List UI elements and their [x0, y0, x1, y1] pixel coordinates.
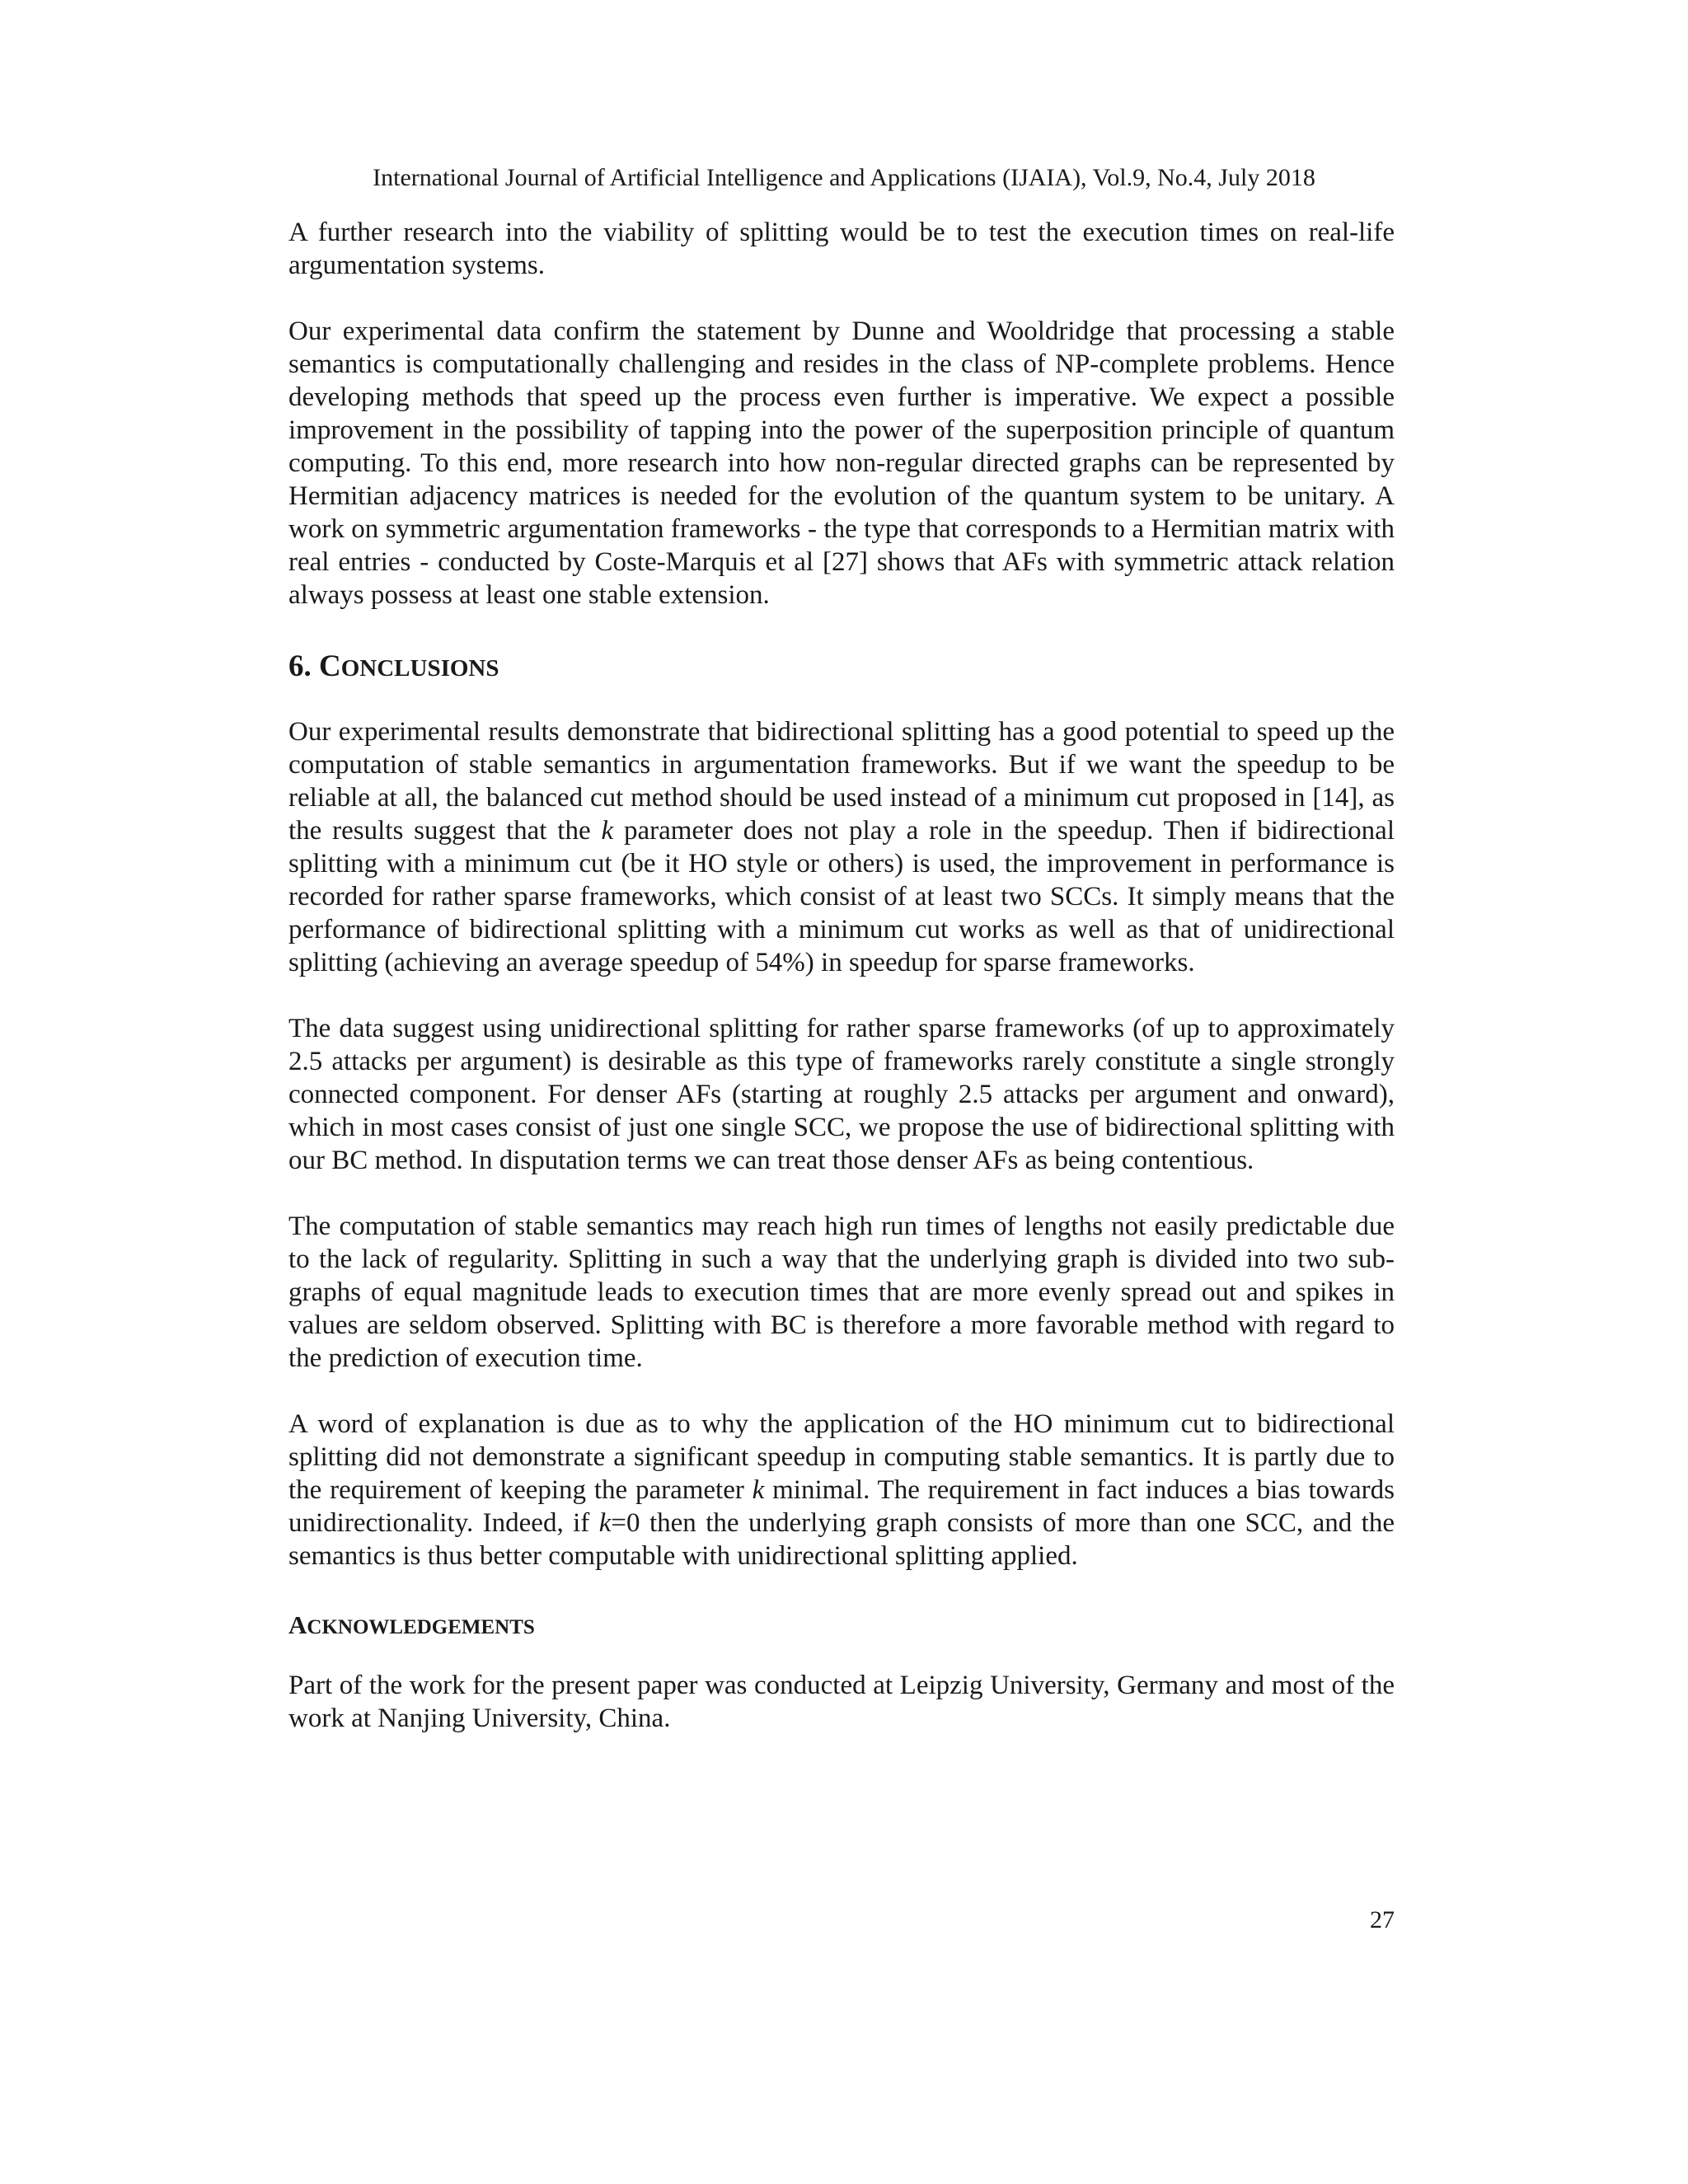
heading-rest: ONCLUSIONS — [340, 655, 499, 682]
section-heading-conclusions — [288, 648, 1395, 687]
text-run: parameter does not play a role in the speedup. Then if bidirectional splitting with a minimum cut (be it HO style or others) is used, the improvement in performance is recorded for rather sparse frameworks, which consist of at least two SCCs. It simply means that the performance of bidirectional splitting with a minimum cut works as well as that of unidirectional splitting (achieving an average speedup of 54%) in speedup for sparse frameworks. — [288, 816, 1395, 977]
heading-prefix: A — [288, 1610, 307, 1639]
paragraph-experimental-data: Our experimental data confirm the statement by Dunne and Wooldridge that processing a stable semantics is computationally challenging and resides in the class of NP-complete problems. Hence developing methods that speed up the process even further is imperative. We expect a possible improvement in the possibility of tapping into the power of the superposition principle of quantum computing. To this end, more research into how non-regular directed graphs can be represented by Hermitian adjacency matrices is needed for the evolution of the quantum system to be unitary. A work on symmetric argumentation frameworks - the type that corresponds to a Hermitian matrix with real entries - conducted by Coste-Marquis et al [27] shows that AFs with symmetric attack relation always possess at least one stable extension. — [288, 316, 1395, 610]
section-heading-acknowledgements — [288, 1609, 1395, 1644]
text-run: Our experimental results demonstrate that bidirectional splitting has a good potential to speed up the computation of stable semantics in argumentation frameworks. But if we want the speedup to be reliable at all, the balanced cut method should be used instead of a minimum cut proposed in [14], as the results suggest that the — [288, 717, 1395, 846]
paragraph-conclusions-results — [288, 715, 1395, 979]
paragraph-further-research: A further research into the viability of splitting would be to test the execution times on real-life argumentation systems. — [288, 218, 1395, 280]
running-header: International Journal of Artificial Intelligence and Applications (IJAIA), Vol.9, No.4, July 2018 — [373, 164, 1315, 191]
italic-k: k — [601, 816, 614, 846]
page-body — [288, 216, 1395, 1735]
text-run: A word of explanation is due as to why the application of the HO minimum cut to bidirectional splitting did not demonstrate a significant speedup in computing stable semantics. It is partly due to the requirement of keeping the parameter — [288, 1409, 1395, 1505]
heading-rest: CKNOWLEDGEMENTS — [307, 1616, 535, 1638]
italic-k: k — [598, 1508, 612, 1538]
text-run: =0 then the underlying graph consists of more than one SCC, and the semantics is thus better computable with unidirectional splitting applied. — [288, 1508, 1395, 1571]
text-run: minimal. The requirement in fact induces a bias towards unidirectionality. Indeed, if — [288, 1475, 1395, 1538]
heading-prefix: 6. C — [288, 649, 341, 683]
paragraph-conclusions-explanation — [288, 1408, 1395, 1572]
paragraph-acknowledgements: Part of the work for the present paper was conducted at Leipzig University, Germany and most of the work at Nanjing University, China. — [288, 1671, 1395, 1733]
paragraph-conclusions-runtime: The computation of stable semantics may reach high run times of lengths not easily predictable due to the lack of regularity. Splitting in such a way that the underlying graph is divided into two sub-graphs of equal magnitude leads to execution times that are more evenly spread out and spikes in values are seldom observed. Splitting with BC is therefore a more favorable method with regard to the prediction of execution time. — [288, 1212, 1395, 1373]
paragraph-conclusions-sparse: The data suggest using unidirectional splitting for rather sparse frameworks (of up to approximately 2.5 attacks per argument) is desirable as this type of frameworks rarely constitute a single strongly connected component. For denser AFs (starting at roughly 2.5 attacks per argument and onward), which in most cases consist of just one single SCC, we propose the use of bidirectional splitting with our BC method. In disputation terms we can treat those denser AFs as being contentious. — [288, 1014, 1395, 1175]
page-number: 27 — [1370, 1906, 1395, 1933]
italic-k: k — [752, 1475, 765, 1505]
